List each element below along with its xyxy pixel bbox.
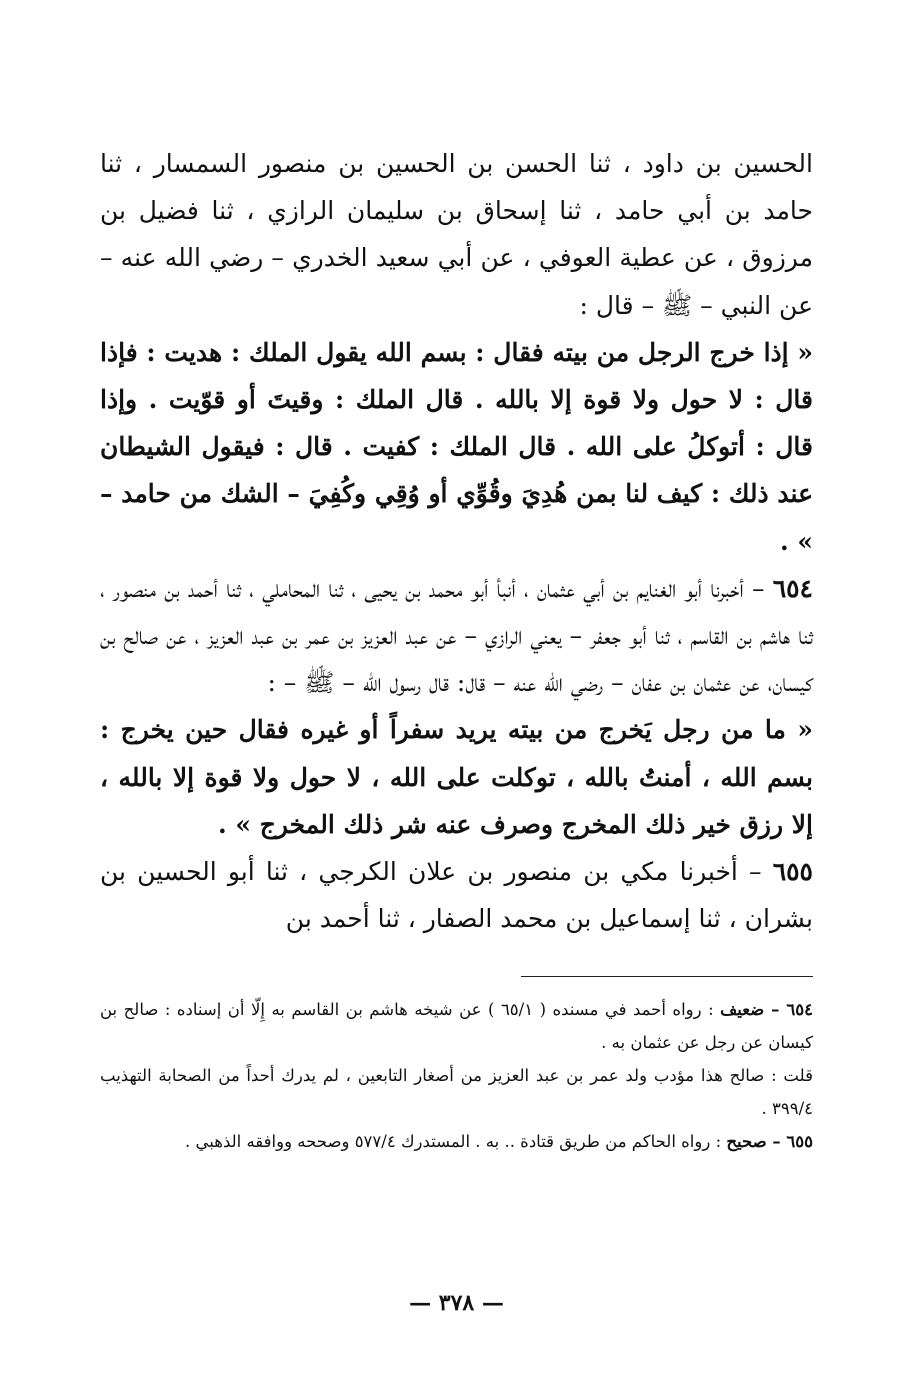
entry-text: – أخبرنا أبو الغنايم بن أبي عثمان ، أنبأ أبو محمد بن يحيى ، ثنا المحاملي ، ثنا أحمد بن منصور ، ثنا هاشم بن القاسم ، ثنا أبو جعفر – يعني الرازي – عن عبد العزيز بن عمر بن عبد العزيز ، عن صالح بن كيسان، عن عثمان بن عفان – رضي الله عنه – قال: قال رسول الله – ﷺ – : [100, 573, 813, 698]
footnotes [100, 993, 813, 1158]
footnote-655 [100, 1125, 813, 1158]
isnad-paragraph: الحسين بن داود ، ثنا الحسن بن الحسين بن منصور السمسار ، ثنا حامد بن أبي حامد ، ثنا إسحاق بن سليمان الرازي ، ثنا فضيل بن مرزوق ، عن عطية العوفي ، عن أبي سعيد الخدري – رضي الله عنه – عن النبي – ﷺ – قال : [100, 149, 813, 320]
entry-text: – أخبرنا مكي بن منصور بن علان الكرجي ، ثنا أبو الحسين بن بشران ، ثنا إسماعيل بن محمد الصفار ، ثنا أحمد بن [100, 857, 813, 934]
hadith-text: « ما من رجل يَخرج من بيته يريد سفراً أو غيره فقال حين يخرج : بسم الله ، أمنتُ بالله ، توكلت على الله ، لا حول ولا قوة إلا بالله ، إلا رزق خير ذلك المخرج وصرف عنه شر ذلك المخرج » . [100, 715, 813, 839]
footnote-label: ٦٥٥ – صحيح [726, 1132, 813, 1152]
entry-654 [100, 565, 813, 707]
entry-number: ٦٥٤ [772, 573, 813, 603]
footnote-text: : رواه الحاكم من طريق قتادة .. به . المستدرك ٥٧٧/٤ وصححه ووافقه الذهبي . [185, 1132, 727, 1152]
footnote-divider [521, 976, 813, 977]
footnote-text: : رواه أحمد في مسنده ( ٦٥/١ ) عن شيخه هاشم بن القاسم به إِلّا أن إسناده : صالح بن كيسان عن رجل عن عثمان به . [100, 1000, 813, 1053]
footnote-label: ٦٥٤ – ضعيف [720, 1000, 813, 1020]
entry-655 [100, 848, 813, 942]
entry-number: ٦٥٥ [772, 857, 813, 887]
footnote-654-note: قلت : صالح هذا مؤدب ولد عمر بن عبد العزيز من أصغار التابعين ، لم يدرك أحداً من الصحابة التهذيب ٣٩٩/٤ . [100, 1066, 813, 1119]
page-number: — ٣٧٨ — [409, 1290, 504, 1316]
hadith-text: « إذا خرج الرجل من بيته فقال : بسم الله يقول الملك : هديت : فإذا قال : لا حول ولا قوة إلا بالله . قال الملك : وقيتَ أو قوّيت . وإذا قال : أتوكلُ على الله . قال الملك : كفيت . قال : فيقول الشيطان عند ذلك : كيف لنا بمن هُدِيَ وقُوِّي أو وُقِي وكُفِيَ – الشك من حامد – » . [100, 337, 813, 556]
footnote-654 [100, 993, 813, 1059]
main-text [100, 140, 813, 942]
